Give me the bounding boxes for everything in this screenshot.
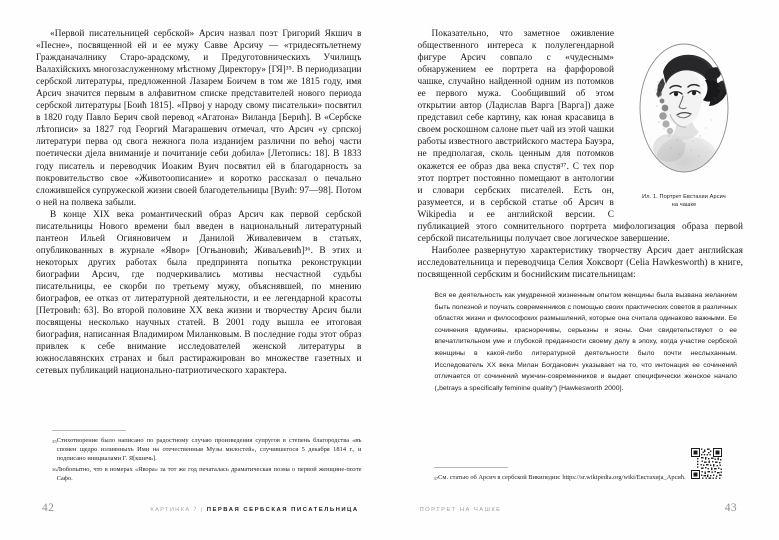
right-running-foot: [418, 502, 744, 514]
running-head-chapter: КАРТИНКА 7: [150, 507, 198, 513]
left-running-foot: [36, 502, 362, 514]
right-text-column: [418, 28, 744, 528]
paragraph: Наиболее развернутую характеристику творчеству Арсич дает английская исследовательница и переводчица Селия Хоксворт (Celia Hawkesworth) в книге, посвященной сербским и боснийским писательницам:: [417, 245, 743, 280]
footnote-block: [36, 430, 362, 484]
footnote-text: См. статью об Арсич в сербской Википедии: https://sr.wikipedia.org/wiki/Евстахија_Арсић.: [438, 474, 686, 482]
paragraph: В конце XIX века романтический образ Арсич как первой сербской писательницы Нового времени был введен в национальный литературный пантеон Ильей Огияновичем и Данилой Живалевичем в статьях, опубликованных в журнале «Явор» [Огњановић; Живаљевић]³⁶. В этих и некоторых других работах была предпринята попытка реконструкции биографии Арсич, где подчеркивались мотивы несчастной судьбы писательницы, ее скорби по третьему мужу, объяснявшей, по мнению биографов, ее отказ от литературной деятельности, и ее легендарной красоты [Петровић: 63]. Во второй половине XX века жизни и творчеству Арсич были посвящены несколько научных статей. В 2001 году вышла ее итоговая биография, написанная Владимиром Миланковым. В последние годы этот образ привлек к себе внимание исследователей женской литературы в южнославянских странах и был растиражирован во множестве газетных и сетевых публикаций национально-патриотического характера.: [36, 209, 362, 377]
paragraph: «Первой писательницей сербской» Арсич назвал поэт Григорий Якшич в «Песне», посвященной ей и ее мужу Савве Арсичу — «тридесятьлетнему Гражданачалнику Старо-арадскому, и Предуготовническихъ Училищъ Валахійскихъ многозаслуженному мѣстному Директору» [ГЯ]³⁵. В периодизации сербской литературы, предложенной Лазарем Боичем в том же 1815 году, имя Арсич значится первым в алфавитном списке представителей нового периода сербской литературы [Боић 1815]. «Првој у народу свому писательки» посвятил в 1820 году Павло Берич свой перевод «Агатона» Виланда [Берић]. В «Сербске лѣтописи» за 1827 год Георгий Магарашевич отмечал, что Арсич «у српској литератури перва од свога нежнога пола изданијем различни по већој части поетически дјела вниманије и почитаније себи добила» [Летопись: 18]. В 1833 году писатель и переводчик Иоаким Вуич посвятил ей в благодарность за покровительство свое «Животоописание» и коротко рассказал о печально сложившейся супружеской жизни своей благодетельницы [Вуић: 97—98]. Потом о ней на полвека забыли.: [36, 29, 362, 208]
blockquote: [418, 290, 744, 394]
footnote-text: Любопытно, что в номерах «Явора» за тот же год печаталась драматическая поэма о первой женщине-поэте Сафо.: [56, 465, 362, 482]
running-head-separator: |: [200, 507, 204, 513]
blockquote-text: Вся ее деятельность как умудренной жизненным опытом женщины была вызвана желанием быть полезной и поучать современников с помощью своих практических советов в различных областях жизни и философских размышлений, которые она считала одинаково важными. Ее сочинения вдумчивы, красноречивы, серьезны и ясны. Они свидетельствуют о ее впечатлительном уме и глубокой преданности своему делу в эпоху, когда участие сербской женщины в какой-либо литературной деятельности было почти неслыханным. Исследователь XX века Милан Богданович указывает на то, что интонация ее сочинений отличается от сочинений мужчин-современников и выдает специфически женское начало („betrays a specifically feminine quality") [Hawkesworth 2000].: [434, 291, 737, 392]
figure-caption-line1: Ил. 1. Портрет Евстахии Арсич: [642, 194, 726, 200]
footnote-text: Стихотворение было написано по радостному случаю произведения супругов в степень благородства «въ спомен щедро излиянныхъ Ими на отечественныя Музы милостей», случившегося 5 декабря 1814 г., и подписано инициалами Г. Я[кшичь].: [56, 436, 362, 463]
footnote-rule: [52, 430, 126, 431]
figure: [625, 28, 743, 209]
figure-caption: [625, 194, 743, 209]
page-number: 42: [42, 502, 55, 514]
footnote-number: 36: [52, 467, 57, 473]
footnote-item: [36, 436, 362, 464]
running-head: [150, 507, 358, 513]
portrait-illustration: [625, 28, 743, 188]
footnote-number: 35: [52, 438, 57, 444]
running-head: ПОРТРЕТ НА ЧАШКЕ: [419, 507, 502, 513]
paragraph: Показательно, что заметное оживление общественного интереса к полулегендарной фигуре Арсич совпало с «чудесным» обнаружением ее портрета на фарфоровой чашке, случайно найденной одним из потомков ее первого мужа. Сообщивший об этом открытии автор (Ладислав Варга [Варга]) даже представил себе картину, как юная красавица в своем роскошном салоне пьет чай из этой чашки работы известного австрийского мастера Бауэра, не предполагая, сколь ценным для потомков окажется ее образ два века спустя³⁷. С тех пор этот портрет постоянно помещают в антологии и словари сербских писателей. Есть он, разумеется, и в сербской статье об Арсич в Wikipedia и ее английской версии. С публикацией этого сомнительного портрета мифологизация образа первой сербской писательницы получает свое логическое завершение.: [417, 29, 743, 244]
footnote-number: 37: [433, 475, 439, 481]
figure-caption-line2: на чашке: [671, 201, 697, 208]
page-number: 43: [724, 502, 737, 514]
running-head-title: ПЕРВАЯ СЕРБСКАЯ ПИСАТЕЛЬНИЦА: [206, 507, 359, 513]
left-text-column: [36, 28, 362, 528]
right-page: [390, 0, 779, 540]
footnote-item: [36, 465, 362, 483]
qr-code[interactable]: [690, 447, 723, 480]
footnote-rule: [434, 467, 508, 468]
